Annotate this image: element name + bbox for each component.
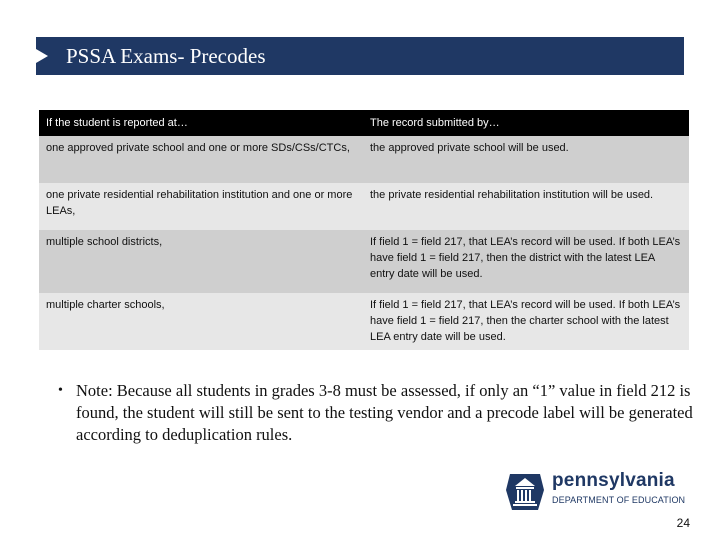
table-header-cell: If the student is reported at… [39,110,363,136]
table-header-cell: The record submitted by… [363,110,689,136]
note-paragraph [58,380,696,446]
table-row [39,230,689,293]
title-arrow-icon [36,49,48,63]
note-text: Note: Because all students in grades 3-8 must be assessed, if only an “1” value in field 212 is found, the student will still be sent to the testing vendor and a precode label will be generated according to deduplication rules. [76,381,693,444]
logo-wordmark: pennsylvania [552,470,675,491]
page-number: 24 [676,516,690,530]
table-cell: the approved private school will be used. [363,136,689,183]
table-cell: If field 1 = field 217, that LEA’s record will be used. If both LEA’s have field 1 = field 217, then the charter school with the latest LEA entry date will be used. [363,293,689,350]
table-row [39,183,689,230]
table-cell: the private residential rehabilitation institution will be used. [363,183,689,230]
table-row [39,136,689,183]
table-cell: one private residential rehabilitation institution and one or more LEAs, [39,183,363,230]
table-cell: If field 1 = field 217, that LEA’s record will be used. If both LEA’s have field 1 = field 217, then the district with the latest LEA entry date will be used. [363,230,689,293]
table-cell: multiple charter schools, [39,293,363,350]
table-cell: multiple school districts, [39,230,363,293]
precode-table [39,110,689,350]
table-header-row [39,110,689,136]
bullet-icon: • [58,383,63,398]
keystone-capitol-icon [504,472,546,512]
pa-education-logo [504,470,690,512]
table-row [39,293,689,350]
slide-title: PSSA Exams- Precodes [66,44,266,68]
logo-subtitle: DEPARTMENT OF EDUCATION [552,495,686,505]
table-cell: one approved private school and one or more SDs/CSs/CTCs, [39,136,363,183]
